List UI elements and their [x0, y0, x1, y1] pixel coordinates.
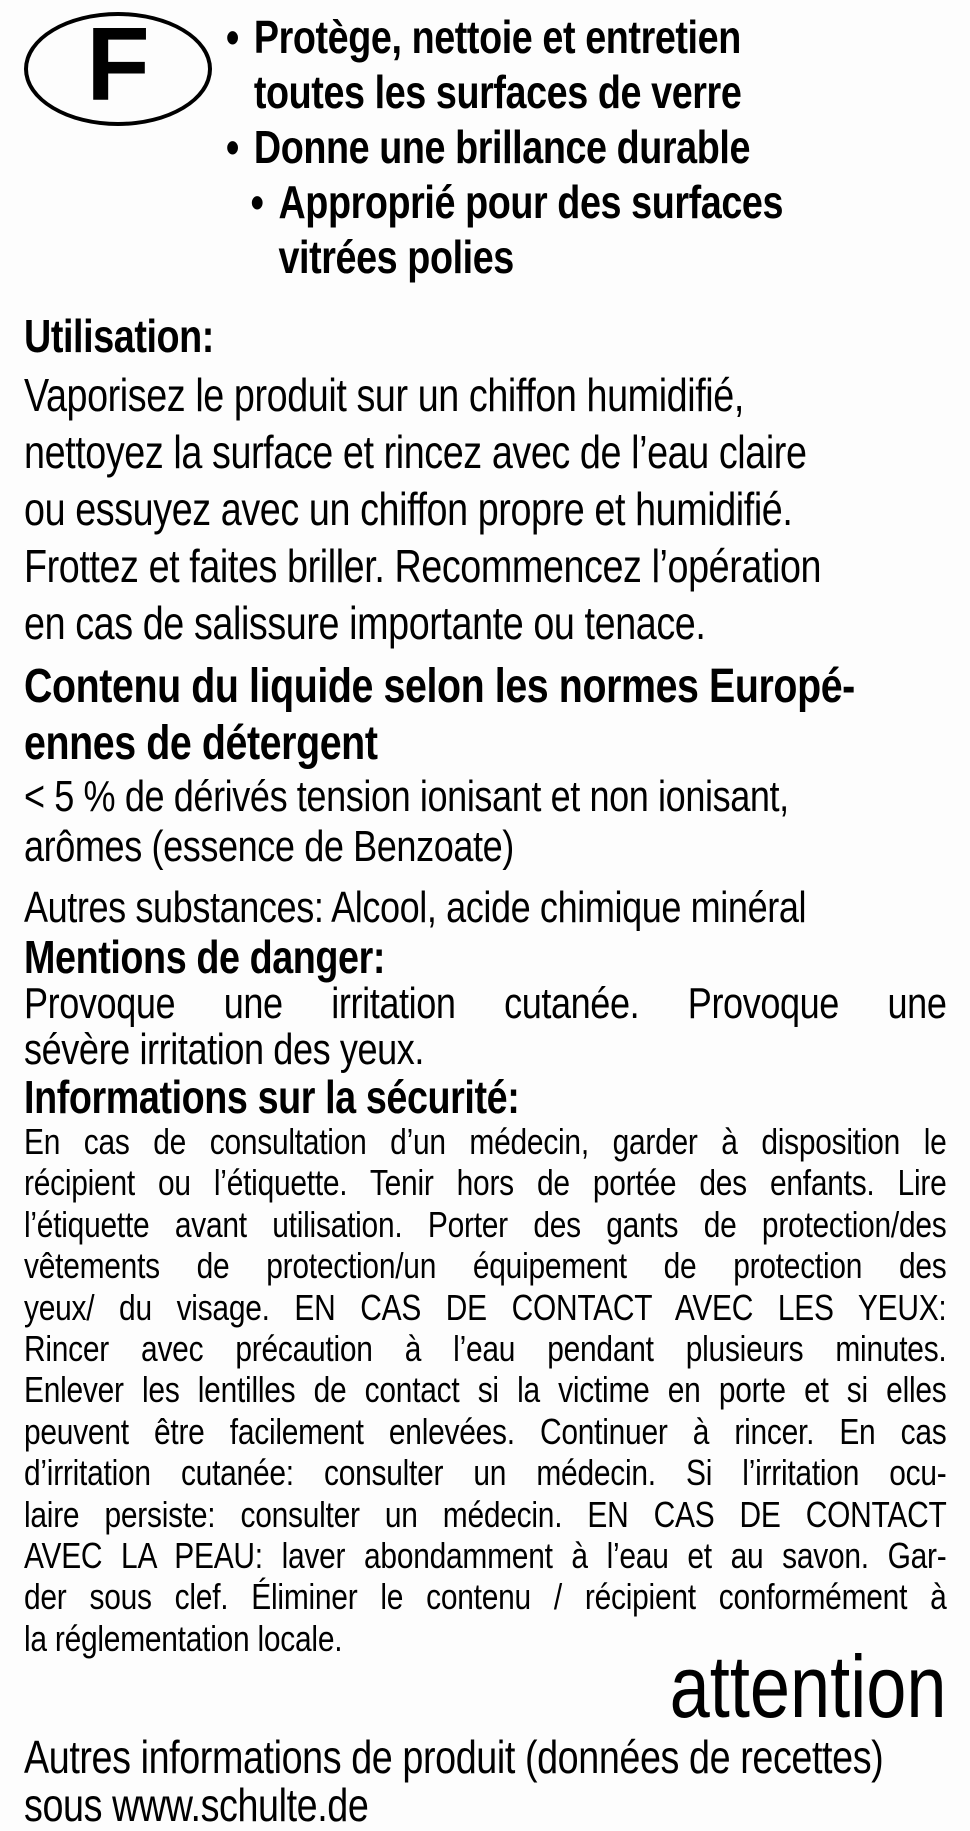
safety-heading: Informations sur la sécurité:	[24, 1071, 520, 1123]
safety-line: peuvent être facilement enlevées. Continuer à rincer. En cas	[24, 1410, 947, 1452]
hazard-heading: Mentions de danger:	[24, 931, 386, 983]
safety-line: l’étiquette avant utilisation. Porter des gants de protection/des	[24, 1203, 947, 1245]
safety-section	[24, 1071, 947, 1737]
usage-heading: Utilisation:	[24, 310, 214, 362]
usage-line: nettoyez la surface et rincez avec de l’eau claire	[24, 426, 807, 478]
safety-line: Enlever les lentilles de contact si la victime en porte et si elles	[24, 1369, 947, 1411]
contents-section	[24, 658, 946, 931]
benefit-bullet	[226, 10, 948, 120]
hazard-section	[24, 933, 946, 1073]
country-oval-f-badge	[24, 7, 212, 126]
country-letter: F	[86, 7, 150, 123]
hazard-line: sévère irritation des yeux.	[24, 1025, 425, 1074]
bullet-icon: •	[250, 176, 264, 228]
safety-line: récipient ou l’étiquette. Tenir hors de portée des enfants. Lire	[24, 1162, 947, 1204]
safety-line: Rincer avec précaution à l’eau pendant plusieurs minutes.	[24, 1328, 947, 1370]
other-substances-line: Autres substances: Alcool, acide chimique minéral	[24, 883, 807, 932]
hazard-line: Provoque une irritation cutanée. Provoque une	[24, 979, 947, 1028]
benefit-bullet	[226, 120, 948, 175]
benefit-line: Approprié pour des surfaces	[278, 176, 784, 228]
safety-line: vêtements de protection/un équipement de protection des	[24, 1245, 947, 1287]
safety-line: En cas de consultation d’un médecin, garder à disposition le	[24, 1121, 947, 1162]
composition-line: < 5 % de dérivés tension ionisant et non ionisant,	[24, 772, 789, 821]
label-header	[24, 7, 946, 285]
benefit-line: vitrées polies	[278, 231, 514, 283]
usage-line: en cas de salissure importante ou tenace.	[24, 597, 706, 649]
benefit-bullets	[226, 10, 970, 285]
footer-line: Autres informations de produit (données de recettes)	[24, 1731, 884, 1784]
footer-line-website: sous www.schulte.de	[24, 1779, 369, 1831]
contents-heading-line: Contenu du liquide selon les normes Europé-	[24, 660, 855, 713]
usage-line: Frottez et faites briller. Recommencez l’opération	[24, 540, 822, 592]
safety-line: AVEC LA PEAU: laver abondamment à l’eau et au savon. Gar-	[24, 1535, 947, 1577]
usage-line: ou essuyez avec un chiffon propre et humidifié.	[24, 483, 793, 535]
usage-section	[24, 311, 946, 652]
safety-line: laire persiste: consulter un médecin. EN CAS DE CONTACT	[24, 1493, 947, 1535]
usage-line: Vaporisez le produit sur un chiffon humidifié,	[24, 369, 744, 421]
safety-line: la réglementation locale.	[24, 1617, 343, 1659]
footer-section	[24, 1733, 946, 1829]
benefit-bullet	[251, 175, 948, 285]
benefit-line: toutes les surfaces de verre	[253, 66, 742, 118]
signal-word-attention: attention	[669, 1637, 947, 1737]
benefit-line: Donne une brillance durable	[253, 121, 751, 173]
benefit-line: Protège, nettoie et entretien	[253, 11, 741, 63]
contents-heading-line: ennes de détergent	[24, 717, 378, 770]
bullet-icon: •	[226, 11, 239, 63]
safety-line: der sous clef. Éliminer le contenu / récipient conformément à	[24, 1576, 947, 1618]
composition-line: arômes (essence de Benzoate)	[24, 822, 514, 871]
safety-line: yeux/ du visage. EN CAS DE CONTACT AVEC LES YEUX:	[24, 1286, 947, 1328]
safety-line: d’irritation cutanée: consulter un médecin. Si l’irritation ocu-	[24, 1452, 947, 1494]
bullet-icon: •	[226, 121, 239, 173]
